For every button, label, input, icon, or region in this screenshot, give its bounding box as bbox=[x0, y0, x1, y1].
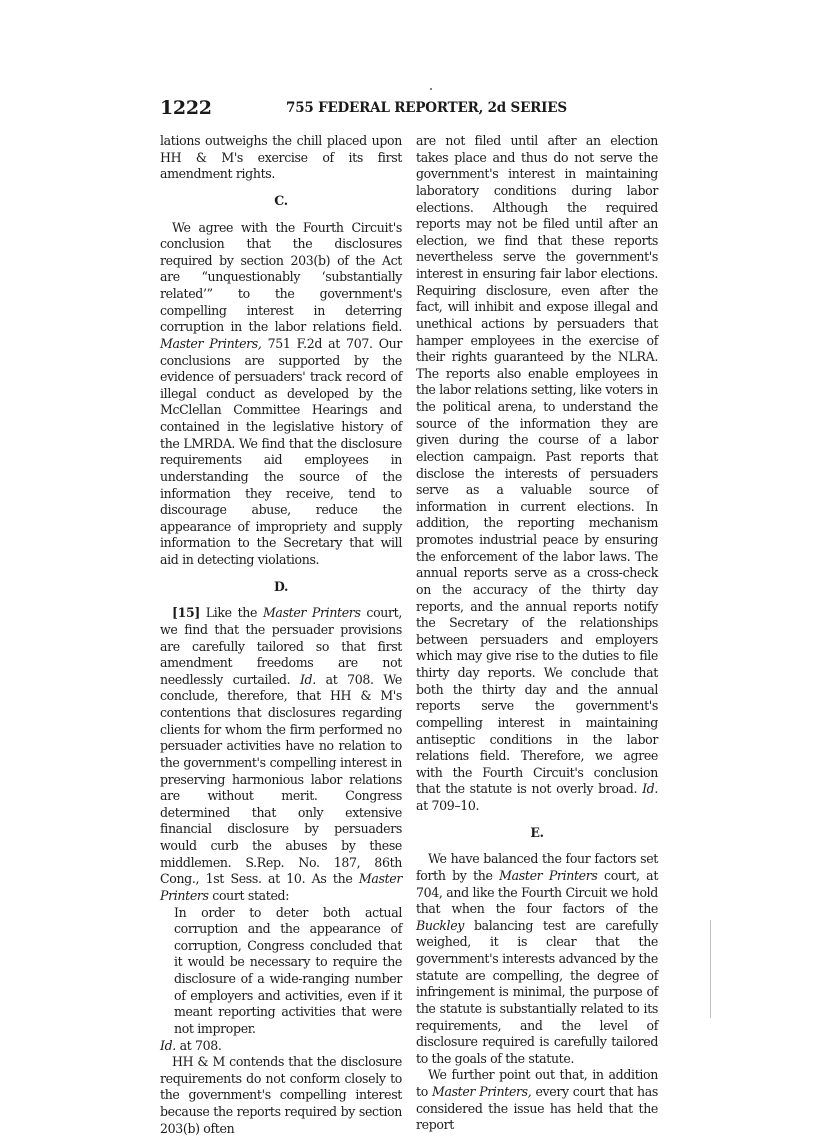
left-column bbox=[160, 133, 402, 1137]
paragraph: We agree with the Fourth Circuit's conclusion that the disclosures required by section 203(b) of the Act are “unquestionably ‘substantially related’” to the government's compelling interest in deterring corruption in the labor relations field. Master Printers, 751 F.2d at 707. Our conclusions are supported by the evidence of persuaders' track record of illegal conduct as developed by the McClellan Committee Hearings and contained in the legislative history of the LMRDA. We find that the disclosure requirements aid employees in understanding the source of the information they receive, tend to discourage abuse, reduce the appearance of impropriety and supply information to the Secretary that will aid in detecting violations. bbox=[160, 219, 403, 567]
quote-citation: Id. at 708. bbox=[160, 1037, 222, 1053]
page-number: 1222 bbox=[160, 97, 212, 119]
block-quote: In order to deter both actual corruption and the appearance of corruption, Congress concluded that it would be necessary to require the disclosure of a wide-ranging number of employers and activities, even if it meant reporting activities that were not improper. bbox=[174, 904, 402, 1036]
section-heading-e: E. bbox=[530, 824, 544, 840]
paragraph: We have balanced the four factors set forth by the Master Printers court, at 704, and like the Fourth Circuit we hold that when the four factors of the Buckley balancing test are carefully weighed, it is clear that the government's interests advanced by the statute are compelling, the degree of infringement is minimal, the purpose of the statute is substantially related to its requirements, and the level of disclosure required is carefully tailored to the goals of the statute. bbox=[416, 851, 659, 1066]
paragraph: [15] Like the Master Printers court, we find that the persuader provisions are carefully tailored so that first amendment freedoms are not needlessly curtailed. Id. at 708. We conclude, therefore, that HH & M's contentions that disclosures regarding clients for whom the firm performed no persuader activities have no relation to the government's compelling interest in preserving harmonious labor relations are without merit. Congress determined that only extensive financial disclosure by persuaders would curb the abuses by these middlemen. S.Rep. No. 187, 86th Cong., 1st Sess. at 10. As the Master Printers court stated: bbox=[160, 605, 403, 903]
paragraph: lations outweighs the chill placed upon HH & M's exercise of its first amendment rights. bbox=[160, 133, 402, 182]
page-header bbox=[160, 97, 664, 123]
headnote-number: [15] bbox=[172, 605, 200, 621]
scan-speck bbox=[430, 88, 432, 90]
paragraph: HH & M contends that the disclosure requirements do not conform closely to the government's compelling interest because the reports required by section 203(b) often bbox=[160, 1054, 402, 1136]
section-heading-c: C. bbox=[274, 192, 288, 208]
section-heading-d: D. bbox=[273, 578, 289, 594]
paragraph: are not filed until after an election takes place and thus do not serve the government's interest in maintaining laboratory conditions during labor elections. Although the required reports may not be filed until after an election, we find that these reports nevertheless serve the government's interest in ensuring fair labor elections. Requiring disclosure, even after the fact, will inhibit and expose illegal and unethical actions by persuaders that hamper employees in the exercise of their rights guaranteed by the NLRA. The reports also enable employees in the labor relations setting, like voters in the political arena, to understand the source of the information they are given during the course of a labor election campaign. Past reports that disclose the interests of persuaders serve as a valuable source of information in current elections. In addition, the reporting mechanism promotes industrial peace by ensuring the enforcement of the labor laws. The annual reports serve as a cross-check on the accuracy of the thirty day reports, and the annual reports notify the Secretary of the relationships between persuaders and employers which may give rise to the duties to file thirty day reports. We conclude that both the thirty day and the annual reports serve the government's compelling interest in maintaining antiseptic conditions in the labor relations field. Therefore, we agree with the Fourth Circuit's conclusion that the statute is not overly broad. Id. at 709–10. bbox=[416, 133, 658, 813]
paragraph: We further point out that, in addition to Master Printers, every court that has considered the issue has held that the report bbox=[416, 1067, 659, 1133]
running-head: 755 FEDERAL REPORTER, 2d SERIES bbox=[286, 100, 567, 116]
scan-artifact-line bbox=[710, 920, 711, 1018]
right-column bbox=[416, 133, 658, 1134]
